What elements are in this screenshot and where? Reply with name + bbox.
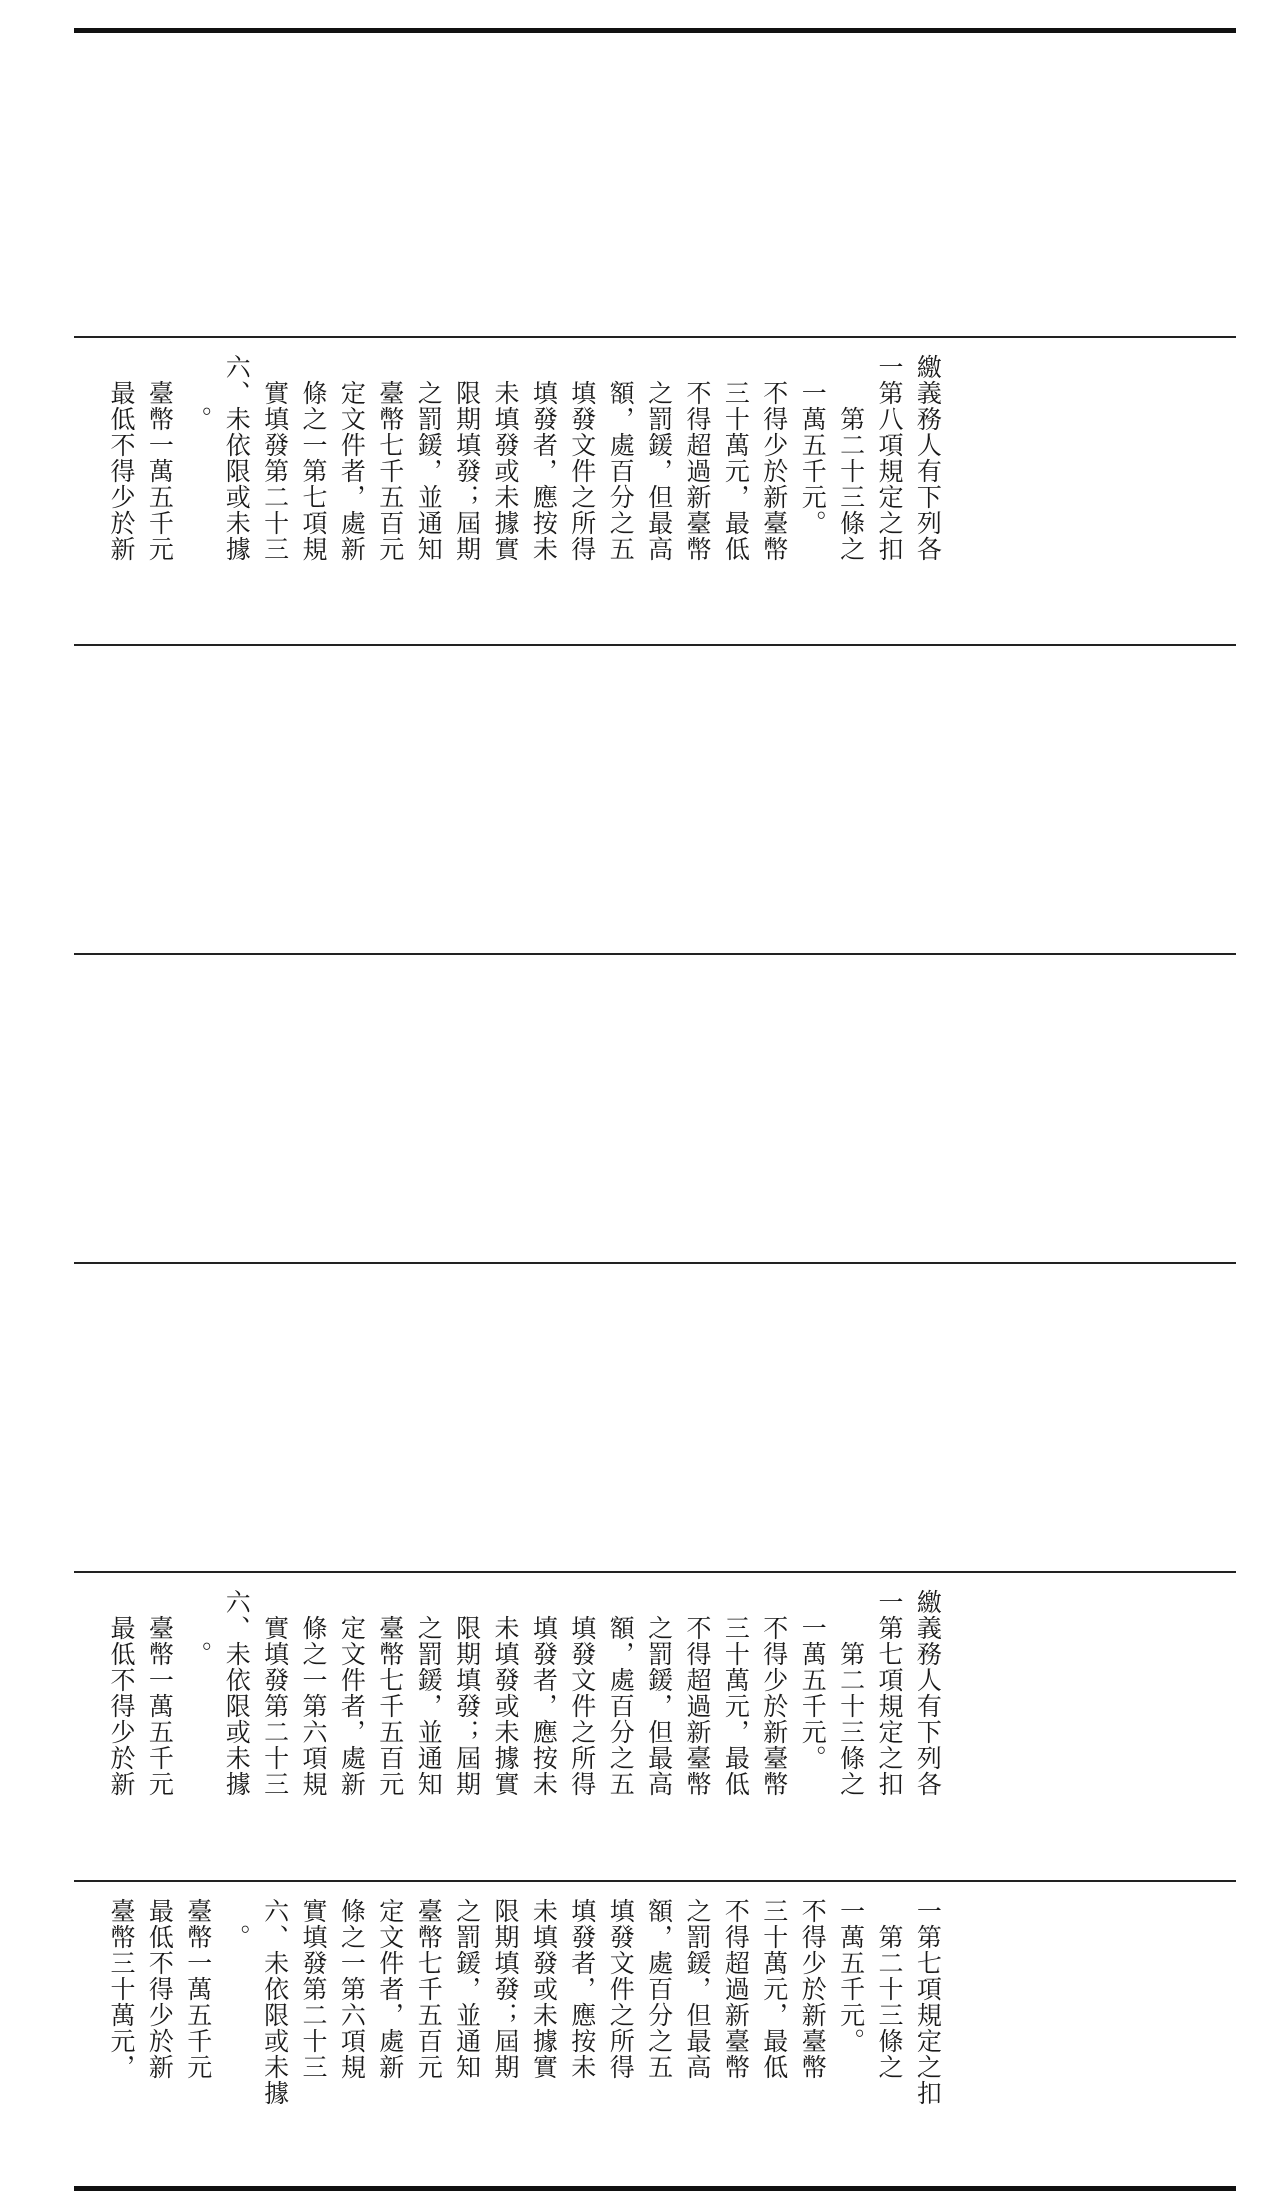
text-column: 第二十三條之 bbox=[875, 1924, 904, 2080]
text-column: 填發文件之所得 bbox=[567, 1615, 597, 1797]
text-column: 之罰鍰，但最高 bbox=[644, 1615, 674, 1797]
band-4 bbox=[74, 955, 1236, 1262]
text-column: 繳義務人有下列各 bbox=[913, 1589, 943, 1797]
text-column: 三十萬元，最低 bbox=[721, 380, 751, 562]
text-column: 定文件者，處新 bbox=[337, 380, 367, 562]
text-column: 定文件者，處新 bbox=[375, 1898, 405, 2080]
text-column: 填發者，應按未 bbox=[529, 1615, 559, 1797]
text-column: 三十萬元，最低 bbox=[759, 1898, 789, 2080]
text-column: 未填發或未據實 bbox=[491, 1615, 520, 1797]
text-column: 第二十三條之 bbox=[836, 1641, 866, 1797]
text-column: 條之一第六項規 bbox=[299, 1615, 328, 1797]
text-column: 一第七項規定之扣 bbox=[913, 1898, 943, 2106]
text-column: 額，處百分之五 bbox=[606, 380, 636, 562]
text-column: 之罰鍰，但最高 bbox=[683, 1898, 712, 2080]
text-column: 一第八項規定之扣 bbox=[875, 354, 904, 562]
band-1 bbox=[74, 33, 1236, 336]
text-column: 定文件者，處新 bbox=[337, 1615, 367, 1797]
text-column: 第二十三條之 bbox=[836, 406, 866, 562]
text-column: 六、未依限或未據 bbox=[222, 354, 252, 562]
text-column: 臺幣一萬五千元 bbox=[145, 380, 175, 562]
text-column: 。 bbox=[183, 1641, 213, 1667]
text-column: 臺幣七千五百元 bbox=[375, 1615, 405, 1797]
bottom-rule bbox=[74, 2186, 1236, 2191]
text-column: 之罰鍰，並通知 bbox=[414, 1615, 444, 1797]
text-column: 未填發或未據實 bbox=[491, 380, 520, 562]
text-column: 一萬五千元。 bbox=[836, 1898, 866, 2054]
text-column: 六、未依限或未據 bbox=[260, 1898, 290, 2106]
text-column: 填發者，應按未 bbox=[567, 1898, 597, 2080]
text-column: 一萬五千元。 bbox=[798, 380, 828, 536]
band-divider bbox=[74, 1262, 1236, 1264]
text-column: 一萬五千元。 bbox=[798, 1615, 828, 1771]
text-column: 之罰鍰，但最高 bbox=[644, 380, 674, 562]
text-column: 不得少於新臺幣 bbox=[759, 380, 789, 562]
text-column: 臺幣三十萬元， bbox=[107, 1898, 136, 2080]
text-column: 未填發或未據實 bbox=[529, 1898, 559, 2080]
band-5 bbox=[74, 1573, 1236, 1880]
text-column: 繳義務人有下列各 bbox=[913, 354, 943, 562]
text-column: 不得少於新臺幣 bbox=[759, 1615, 789, 1797]
text-column: 條之一第六項規 bbox=[337, 1898, 367, 2080]
text-column: 實填發第二十三 bbox=[260, 380, 290, 562]
text-column: 不得少於新臺幣 bbox=[798, 1898, 828, 2080]
text-column: 臺幣七千五百元 bbox=[414, 1898, 444, 2080]
text-column: 填發文件之所得 bbox=[606, 1898, 636, 2080]
text-column: 條之一第七項規 bbox=[299, 380, 328, 562]
text-column: 臺幣七千五百元 bbox=[375, 380, 405, 562]
text-column: 額，處百分之五 bbox=[606, 1615, 636, 1797]
text-column: 實填發第二十三 bbox=[299, 1898, 328, 2080]
text-column: 之罰鍰，並通知 bbox=[414, 380, 444, 562]
text-column: 不得超過新臺幣 bbox=[683, 1615, 712, 1797]
text-column: 之罰鍰，並通知 bbox=[452, 1898, 482, 2080]
text-column: 。 bbox=[222, 1924, 252, 1950]
text-column: 臺幣一萬五千元 bbox=[183, 1898, 213, 2080]
text-column: 不得超過新臺幣 bbox=[683, 380, 712, 562]
text-column: 臺幣一萬五千元 bbox=[145, 1615, 175, 1797]
text-column: 限期填發；屆期 bbox=[452, 380, 482, 562]
text-column: 限期填發；屆期 bbox=[452, 1615, 482, 1797]
text-column: 額，處百分之五 bbox=[644, 1898, 674, 2080]
text-column: 六、未依限或未據 bbox=[222, 1589, 252, 1797]
text-column: 填發者，應按未 bbox=[529, 380, 559, 562]
band-6 bbox=[74, 1882, 1236, 2186]
band-3 bbox=[74, 646, 1236, 953]
text-column: 。 bbox=[183, 406, 213, 432]
text-column: 填發文件之所得 bbox=[567, 380, 597, 562]
text-column: 最低不得少於新 bbox=[145, 1898, 175, 2080]
text-column: 實填發第二十三 bbox=[260, 1615, 290, 1797]
text-column: 限期填發；屆期 bbox=[491, 1898, 520, 2080]
text-column: 最低不得少於新 bbox=[107, 380, 136, 562]
text-column: 一第七項規定之扣 bbox=[875, 1589, 904, 1797]
text-column: 最低不得少於新 bbox=[107, 1615, 136, 1797]
text-column: 不得超過新臺幣 bbox=[721, 1898, 751, 2080]
band-2 bbox=[74, 338, 1236, 644]
text-column: 三十萬元，最低 bbox=[721, 1615, 751, 1797]
